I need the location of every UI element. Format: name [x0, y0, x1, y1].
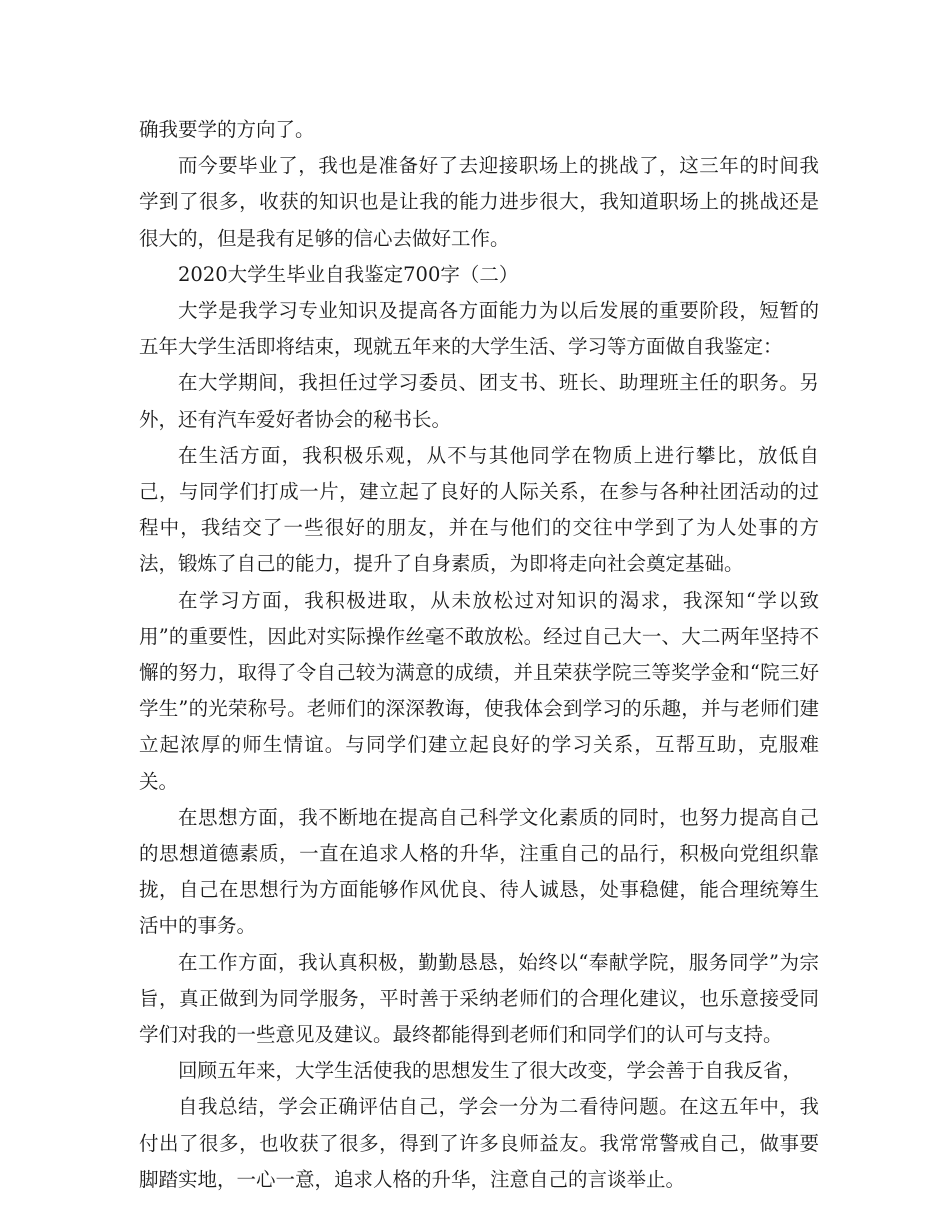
paragraph-summary: 自我总结，学会正确评估自己，学会一分为二看待问题。在这五年中，我付出了很多，也收获了很多，得到了许多良师益友。我常常警戒自己，做事要脚踏实地，一心一意，追求人格的升华，注意自己的言谈举止。 — [139, 1095, 819, 1191]
paragraph-thought: 在思想方面，我不断地在提高自己科学文化素质的同时，也努力提高自己的思想道德素质，一直在追求人格的升华，注重自己的品行，积极向党组织靠拢，自己在思想行为方面能够作风优良、待人诚恳，处事稳健，能合理统筹生活中的事务。 — [139, 805, 819, 938]
paragraph-graduation-ready: 而今要毕业了，我也是准备好了去迎接职场上的挑战了，这三年的时间我学到了很多，收获的知识也是让我的能力进步很大，我知道职场上的挑战还是很大的，但是我有足够的信心去做好工作。 — [139, 154, 819, 250]
document-body — [139, 112, 819, 1198]
section-heading: 2020大学生毕业自我鉴定700字（二） — [178, 262, 519, 286]
paragraph-work: 在工作方面，我认真积极，勤勤恳恳，始终以“奉献学院，服务同学”为宗旨，真正做到为同学服务，平时善于采纳老师们的合理化建议，也乐意接受同学们对我的一些意见及建议。最终都能得到老师们和同学们的认可与支持。 — [139, 950, 819, 1047]
paragraph-intro: 大学是我学习专业知识及提高各方面能力为以后发展的重要阶段，短暂的五年大学生活即将结束，现就五年来的大学生活、学习等方面做自我鉴定： — [139, 299, 819, 359]
paragraph-life: 在生活方面，我积极乐观，从不与其他同学在物质上进行攀比，放低自己，与同学们打成一片，建立起了良好的人际关系，在参与各种社团活动的过程中，我结交了一些很好的朋友，并在与他们的交往中学到了为人处事的方法，锻炼了自己的能力，提升了自身素质，为即将走向社会奠定基础。 — [139, 443, 819, 576]
paragraph-review: 回顾五年来，大学生活使我的思想发生了很大改变，学会善于自我反省， — [178, 1059, 803, 1083]
paragraph-study: 在学习方面，我积极进取，从未放松过对知识的渴求，我深知“学以致用”的重要性，因此对实际操作丝毫不敢放松。经过自己大一、大二两年坚持不懈的努力，取得了令自己较为满意的成绩，并且荣获学院三等奖学金和“院三好学生”的光荣称号。老师们的深深教诲，使我体会到学习的乐趣，并与老师们建立起浓厚的师生情谊。与同学们建立起良好的学习关系，互帮互助，克服难关。 — [139, 588, 819, 793]
paragraph-positions: 在大学期间，我担任过学习委员、团支书、班长、助理班主任的职务。另外，还有汽车爱好者协会的秘书长。 — [139, 371, 819, 431]
paragraph-continuation: 确我要学的方向了。 — [139, 118, 315, 141]
